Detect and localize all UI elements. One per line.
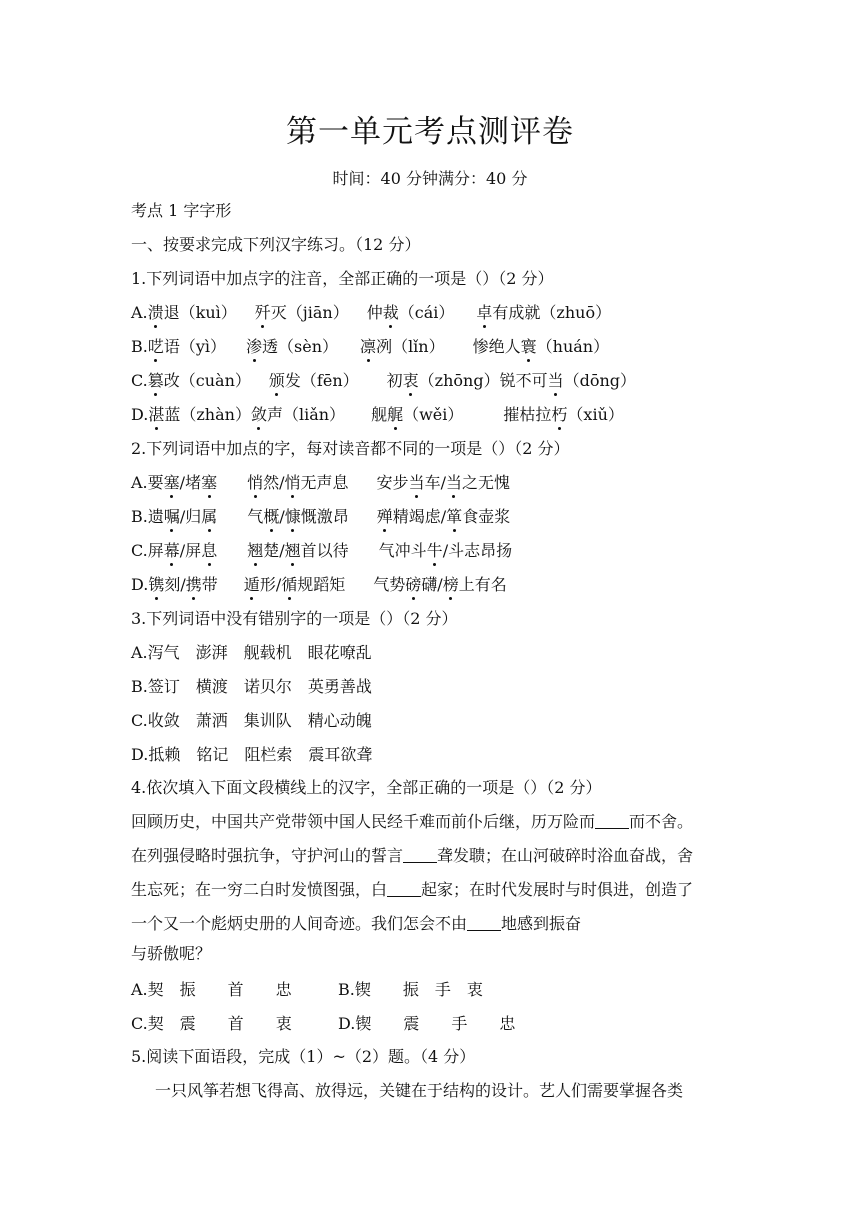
question-1-stem: 1.下列词语中加点字的注音，全部正确的一项是（）（2 分） (131, 269, 554, 288)
question-2-option-b: B.遗嘱/归属 气概/慷慨激昂 殚精竭虑/箪食壶浆 (131, 507, 511, 526)
question-2-stem: 2.下列词语中加点的字，每对读音都不同的一项是（）（2 分） (131, 439, 570, 458)
question-4-option-b: B.锲 振 手 衷 (338, 980, 483, 999)
question-4-option-d: D.锲 震 手 忠 (338, 1014, 516, 1033)
question-1-option-a: A.溃退（kuì） 歼灭（jiān） 仲裁（cái） 卓有成就（zhuō） (131, 303, 612, 322)
question-4-option-c: C.契 震 首 衷 (131, 1014, 292, 1033)
question-1-option-c: C.篡改（cuàn） 颁发（fēn） 初衷（zhōng）锐不可当（dōng） (131, 371, 637, 390)
question-2-option-a: A.要塞/堵塞 悄然/悄无声息 安步当车/当之无愧 (131, 473, 511, 492)
page-title: 第一单元考点测评卷 (286, 114, 574, 150)
question-4-passage-line-5: 与骄傲呢？ (131, 944, 212, 963)
page-subtitle: 时间：40 分钟满分：40 分 (332, 169, 528, 188)
question-3-option-b: B.签订 横渡 诺贝尔 英勇善战 (131, 677, 372, 696)
question-4-passage-line-1: 回顾历史，中国共产党带领中国人民经千难而前仆后继，历万险而 而不舍。 (131, 812, 694, 831)
question-2-option-d: D.镌刻/携带 遁形/循规蹈矩 气势磅礴/榜上有名 (131, 575, 507, 594)
question-5-paragraph: 一只风筝若想飞得高、放得远，关键在于结构的设计。艺人们需要掌握各类 (155, 1081, 684, 1100)
part-heading: 一、按要求完成下列汉字练习。（12 分） (131, 235, 421, 254)
question-4-stem: 4.依次填入下面文段横线上的汉字，全部正确的一项是（）（2 分） (131, 778, 602, 797)
section-heading: 考点 1 字字形 (131, 201, 232, 220)
question-4-passage-line-3: 生忘死；在一穷二白时发愤图强，白 起家；在时代发展时与时俱进，创造了 (131, 880, 694, 899)
question-3-stem: 3.下列词语中没有错别字的一项是（）（2 分） (131, 609, 458, 628)
question-2-option-c: C.屏幕/屏息 翘楚/翘首以待 气冲斗牛/斗志昂扬 (131, 541, 513, 560)
fill-blank-4[interactable] (467, 914, 501, 931)
question-5-stem: 5.阅读下面语段，完成（1）~（2）题。（4 分） (131, 1047, 476, 1066)
question-3-option-d: D.抵赖 铭记 阻栏索 震耳欲聋 (131, 745, 373, 764)
question-1-option-d: D.湛蓝（zhàn）敛声（liǎn） 舰艉（wěi） 摧枯拉朽（xiǔ） (131, 405, 624, 424)
question-4-option-a: A.契 振 首 忠 (131, 980, 292, 999)
fill-blank-2[interactable] (403, 846, 437, 863)
question-4-passage-line-4: 一个又一个彪炳史册的人间奇迹。我们怎会不由 地感到振奋 (131, 914, 582, 933)
question-4-passage-line-2: 在列强侵略时强抗争，守护河山的誓言 聋发聩；在山河破碎时浴血奋战，舍 (131, 846, 694, 865)
fill-blank-1[interactable] (595, 812, 629, 829)
question-1-option-b: B.呓语（yì） 渗透（sèn） 凛冽（lǐn） 惨绝人寰（huán） (131, 337, 610, 356)
fill-blank-3[interactable] (387, 880, 421, 897)
question-3-option-a: A.泻气 澎湃 舰载机 眼花嘹乱 (131, 643, 372, 662)
question-3-option-c: C.收敛 萧洒 集训队 精心动魄 (131, 711, 372, 730)
